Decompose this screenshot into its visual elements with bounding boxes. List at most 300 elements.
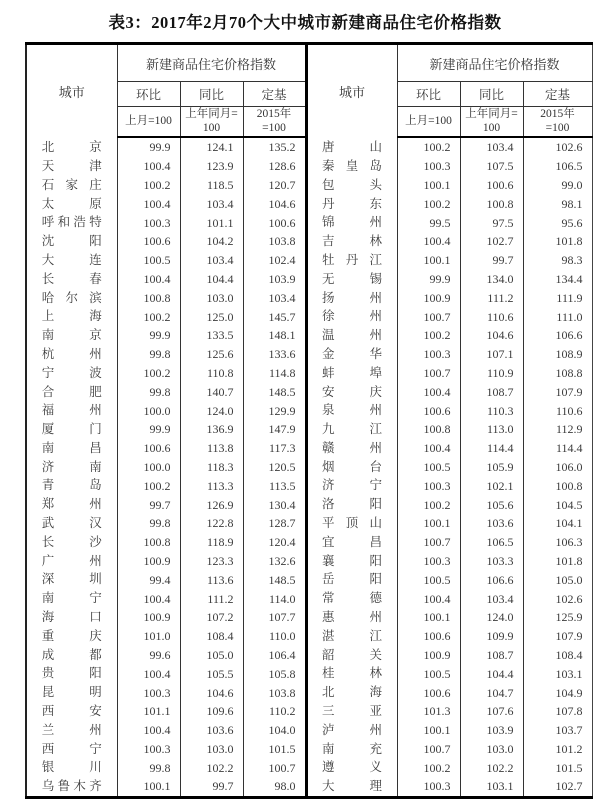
city-cell-left: [26, 176, 117, 195]
city-name: 青岛: [41, 478, 102, 493]
city-cell-left: [26, 382, 117, 401]
mom-cell-right: 100.6: [397, 627, 460, 646]
city-cell-right: [306, 683, 397, 702]
city-cell-left: [26, 758, 117, 777]
fixed-cell-left: 103.9: [243, 270, 306, 289]
yoy-base-line1: 上年同月=: [465, 107, 518, 120]
yoy-cell-right: 103.4: [460, 589, 523, 608]
yoy-cell-right: 108.7: [460, 646, 523, 665]
table-row: [26, 721, 592, 740]
city-cell-left: [26, 288, 117, 307]
header-yoy-base-right: [460, 107, 523, 138]
mom-cell-left: 101.1: [117, 702, 180, 721]
mom-cell-right: 100.4: [397, 382, 460, 401]
city-name: 石家庄: [41, 177, 102, 192]
city-cell-left: [26, 307, 117, 326]
fixed-cell-left: 130.4: [243, 495, 306, 514]
city-cell-left: [26, 458, 117, 477]
city-name: 赣州: [322, 440, 383, 455]
mom-cell-left: 100.3: [117, 213, 180, 232]
table-row: [26, 627, 592, 646]
city-name: 重庆: [41, 628, 102, 643]
city-name: 南宁: [41, 591, 102, 606]
city-cell-left: [26, 608, 117, 627]
header-yoy-base-left: [180, 107, 243, 138]
city-name: 济南: [41, 459, 102, 474]
city-cell-right: [306, 758, 397, 777]
header-city-left: 城市: [26, 44, 117, 138]
mom-cell-left: 99.6: [117, 646, 180, 665]
mom-cell-right: 100.2: [397, 137, 460, 157]
city-cell-left: [26, 439, 117, 458]
mom-cell-right: 100.7: [397, 740, 460, 759]
city-cell-left: [26, 137, 117, 157]
city-cell-right: [306, 664, 397, 683]
mom-cell-left: 99.4: [117, 570, 180, 589]
city-cell-left: [26, 533, 117, 552]
yoy-cell-right: 109.9: [460, 627, 523, 646]
city-cell-right: [306, 157, 397, 176]
mom-cell-right: 100.2: [397, 758, 460, 777]
fixed-cell-right: 104.1: [523, 514, 592, 533]
fixed-cell-left: 100.6: [243, 213, 306, 232]
city-name: 兰州: [41, 722, 102, 737]
mom-cell-left: 100.4: [117, 194, 180, 213]
mom-cell-right: 100.6: [397, 683, 460, 702]
city-cell-left: [26, 420, 117, 439]
yoy-cell-left: 101.1: [180, 213, 243, 232]
yoy-cell-right: 100.8: [460, 194, 523, 213]
city-name: 杭州: [41, 346, 102, 361]
mom-cell-right: 100.1: [397, 251, 460, 270]
fixed-cell-left: 120.4: [243, 533, 306, 552]
city-cell-left: [26, 270, 117, 289]
mom-cell-left: 100.8: [117, 533, 180, 552]
city-cell-left: [26, 683, 117, 702]
table-row: [26, 514, 592, 533]
table-row: [26, 270, 592, 289]
city-name: 南京: [41, 328, 102, 343]
city-name: 长沙: [41, 534, 102, 549]
table-row: [26, 439, 592, 458]
header-mom-base-right: 上月=100: [397, 107, 460, 138]
city-name: 无锡: [322, 271, 383, 286]
fixed-cell-right: 103.7: [523, 721, 592, 740]
city-name: 唐山: [322, 139, 383, 154]
city-cell-right: [306, 232, 397, 251]
mom-cell-right: 100.4: [397, 589, 460, 608]
city-cell-right: [306, 646, 397, 665]
yoy-cell-left: 136.9: [180, 420, 243, 439]
fixed-cell-left: 145.7: [243, 307, 306, 326]
fixed-cell-left: 102.4: [243, 251, 306, 270]
table-row: [26, 232, 592, 251]
fixed-cell-right: 110.6: [523, 401, 592, 420]
city-cell-right: [306, 589, 397, 608]
yoy-cell-right: 104.6: [460, 326, 523, 345]
mom-cell-left: 100.9: [117, 608, 180, 627]
mom-cell-left: 100.2: [117, 176, 180, 195]
city-name: 深圳: [41, 572, 102, 587]
city-name: 宁波: [41, 365, 102, 380]
city-name: 惠州: [322, 610, 383, 625]
yoy-cell-right: 103.3: [460, 552, 523, 571]
mom-cell-left: 100.0: [117, 401, 180, 420]
fixed-cell-right: 100.8: [523, 476, 592, 495]
mom-cell-right: 100.7: [397, 307, 460, 326]
header-group-row: [26, 44, 592, 82]
yoy-cell-right: 103.6: [460, 514, 523, 533]
mom-cell-right: 100.7: [397, 364, 460, 383]
fixed-cell-right: 104.5: [523, 495, 592, 514]
city-cell-right: [306, 137, 397, 157]
city-cell-right: [306, 702, 397, 721]
yoy-cell-left: 105.5: [180, 664, 243, 683]
mom-cell-left: 100.4: [117, 664, 180, 683]
city-cell-left: [26, 514, 117, 533]
city-cell-left: [26, 401, 117, 420]
city-name: 银川: [41, 760, 102, 775]
city-name: 上海: [41, 309, 102, 324]
yoy-cell-left: 125.0: [180, 307, 243, 326]
table-header: [26, 44, 592, 138]
city-name: 哈尔滨: [41, 290, 102, 305]
yoy-cell-right: 105.9: [460, 458, 523, 477]
yoy-cell-right: 104.7: [460, 683, 523, 702]
fixed-cell-right: 101.2: [523, 740, 592, 759]
fixed-cell-right: 99.0: [523, 176, 592, 195]
yoy-cell-left: 113.8: [180, 439, 243, 458]
city-name: 丹东: [322, 196, 383, 211]
table-title: 表3：2017年2月70个大中城市新建商品住宅价格指数: [108, 13, 502, 32]
table-row: [26, 307, 592, 326]
city-cell-left: [26, 552, 117, 571]
fixed-cell-left: 148.5: [243, 382, 306, 401]
mom-cell-left: 100.1: [117, 777, 180, 797]
city-cell-right: [306, 194, 397, 213]
mom-cell-left: 99.9: [117, 326, 180, 345]
yoy-cell-left: 113.3: [180, 476, 243, 495]
yoy-cell-right: 103.1: [460, 777, 523, 797]
fixed-cell-right: 111.0: [523, 307, 592, 326]
mom-cell-left: 100.2: [117, 364, 180, 383]
table-row: [26, 570, 592, 589]
header-fixed-base-right: [523, 107, 592, 138]
fixed-cell-left: 135.2: [243, 137, 306, 157]
fixed-cell-left: 117.3: [243, 439, 306, 458]
city-name: 蚌埠: [322, 365, 383, 380]
mom-cell-right: 99.5: [397, 213, 460, 232]
yoy-cell-right: 105.6: [460, 495, 523, 514]
fixed-cell-left: 113.5: [243, 476, 306, 495]
fixed-cell-right: 103.1: [523, 664, 592, 683]
fixed-cell-left: 101.5: [243, 740, 306, 759]
city-name: 吉林: [322, 234, 383, 249]
yoy-cell-right: 97.5: [460, 213, 523, 232]
city-name: 郑州: [41, 497, 102, 512]
fixed-cell-left: 98.0: [243, 777, 306, 797]
mom-cell-left: 100.4: [117, 157, 180, 176]
city-name: 西宁: [41, 741, 102, 756]
mom-cell-left: 100.5: [117, 251, 180, 270]
table-row: [26, 288, 592, 307]
yoy-cell-right: 107.6: [460, 702, 523, 721]
table-row: [26, 176, 592, 195]
city-cell-right: [306, 627, 397, 646]
yoy-cell-right: 106.5: [460, 533, 523, 552]
fixed-cell-right: 106.5: [523, 157, 592, 176]
fixed-cell-right: 125.9: [523, 608, 592, 627]
city-cell-right: [306, 382, 397, 401]
city-name: 常德: [322, 591, 383, 606]
city-name: 长春: [41, 271, 102, 286]
city-name: 大连: [41, 252, 102, 267]
mom-cell-right: 100.5: [397, 664, 460, 683]
city-name: 福州: [41, 403, 102, 418]
table-row: [26, 137, 592, 157]
yoy-cell-left: 123.9: [180, 157, 243, 176]
mom-cell-left: 100.3: [117, 683, 180, 702]
yoy-base-line2: 100: [202, 121, 221, 134]
yoy-cell-right: 103.9: [460, 721, 523, 740]
city-name: 徐州: [322, 309, 383, 324]
table-row: [26, 326, 592, 345]
fixed-cell-right: 108.8: [523, 364, 592, 383]
city-name: 太原: [41, 196, 102, 211]
city-cell-right: [306, 420, 397, 439]
yoy-cell-right: 111.2: [460, 288, 523, 307]
fixed-cell-left: 128.7: [243, 514, 306, 533]
city-name: 南昌: [41, 440, 102, 455]
yoy-cell-left: 110.8: [180, 364, 243, 383]
table-row: [26, 646, 592, 665]
table-row: [26, 683, 592, 702]
header-fixed-right: 定基: [523, 82, 592, 107]
city-cell-left: [26, 721, 117, 740]
table-row: [26, 345, 592, 364]
city-name: 成都: [41, 647, 102, 662]
fixed-cell-left: 129.9: [243, 401, 306, 420]
yoy-cell-left: 140.7: [180, 382, 243, 401]
city-name: 北京: [41, 139, 102, 154]
yoy-cell-right: 103.0: [460, 740, 523, 759]
yoy-cell-left: 118.5: [180, 176, 243, 195]
mom-cell-right: 100.5: [397, 570, 460, 589]
city-cell-left: [26, 251, 117, 270]
fixed-cell-right: 112.9: [523, 420, 592, 439]
city-cell-left: [26, 702, 117, 721]
table-row: [26, 364, 592, 383]
mom-cell-left: 99.9: [117, 420, 180, 439]
city-name: 泉州: [322, 403, 383, 418]
city-name: 南充: [322, 741, 383, 756]
yoy-cell-right: 107.1: [460, 345, 523, 364]
mom-cell-right: 100.2: [397, 495, 460, 514]
fixed-base-line1: 2015年: [540, 107, 575, 120]
city-cell-right: [306, 364, 397, 383]
city-cell-left: [26, 194, 117, 213]
yoy-cell-left: 125.6: [180, 345, 243, 364]
yoy-cell-right: 102.1: [460, 476, 523, 495]
fixed-base-line2: =100: [545, 121, 570, 134]
city-cell-right: [306, 307, 397, 326]
city-name: 贵阳: [41, 666, 102, 681]
mom-cell-right: 100.4: [397, 439, 460, 458]
mom-cell-right: 100.1: [397, 176, 460, 195]
mom-cell-right: 100.8: [397, 420, 460, 439]
city-cell-right: [306, 552, 397, 571]
mom-cell-left: 101.0: [117, 627, 180, 646]
fixed-cell-left: 114.0: [243, 589, 306, 608]
mom-cell-left: 100.9: [117, 552, 180, 571]
yoy-cell-left: 113.6: [180, 570, 243, 589]
fixed-cell-right: 134.4: [523, 270, 592, 289]
city-name: 安庆: [322, 384, 383, 399]
fixed-cell-right: 111.9: [523, 288, 592, 307]
mom-cell-right: 101.3: [397, 702, 460, 721]
table-row: [26, 608, 592, 627]
yoy-cell-right: 114.4: [460, 439, 523, 458]
city-name: 昆明: [41, 685, 102, 700]
table-row: [26, 533, 592, 552]
city-name: 包头: [322, 177, 383, 192]
table-row: [26, 458, 592, 477]
fixed-cell-left: 133.6: [243, 345, 306, 364]
city-name: 广州: [41, 553, 102, 568]
city-cell-right: [306, 476, 397, 495]
fixed-cell-left: 148.5: [243, 570, 306, 589]
city-cell-right: [306, 570, 397, 589]
yoy-cell-right: 134.0: [460, 270, 523, 289]
fixed-cell-right: 102.6: [523, 589, 592, 608]
city-cell-right: [306, 251, 397, 270]
city-name: 济宁: [322, 478, 383, 493]
header-mom-right: 环比: [397, 82, 460, 107]
yoy-cell-left: 108.4: [180, 627, 243, 646]
yoy-cell-left: 124.0: [180, 401, 243, 420]
city-cell-left: [26, 157, 117, 176]
fixed-cell-left: 120.7: [243, 176, 306, 195]
table-row: [26, 251, 592, 270]
header-yoy-left: 同比: [180, 82, 243, 107]
city-name: 岳阳: [322, 572, 383, 587]
fixed-cell-left: 128.6: [243, 157, 306, 176]
city-cell-right: [306, 458, 397, 477]
mom-cell-left: 100.8: [117, 288, 180, 307]
city-name: 烟台: [322, 459, 383, 474]
fixed-cell-right: 98.1: [523, 194, 592, 213]
table-row: [26, 495, 592, 514]
fixed-cell-right: 104.9: [523, 683, 592, 702]
city-cell-right: [306, 514, 397, 533]
table-row: [26, 382, 592, 401]
city-cell-left: [26, 646, 117, 665]
city-cell-right: [306, 270, 397, 289]
yoy-cell-left: 111.2: [180, 589, 243, 608]
yoy-cell-right: 110.6: [460, 307, 523, 326]
table-row: [26, 157, 592, 176]
yoy-cell-right: 106.6: [460, 570, 523, 589]
fixed-cell-left: 148.1: [243, 326, 306, 345]
city-cell-right: [306, 495, 397, 514]
yoy-cell-left: 118.9: [180, 533, 243, 552]
yoy-cell-left: 102.2: [180, 758, 243, 777]
mom-cell-left: 100.6: [117, 232, 180, 251]
yoy-cell-left: 103.4: [180, 251, 243, 270]
city-cell-right: [306, 439, 397, 458]
yoy-cell-left: 103.6: [180, 721, 243, 740]
yoy-cell-left: 103.0: [180, 288, 243, 307]
city-cell-left: [26, 326, 117, 345]
mom-cell-right: 100.4: [397, 232, 460, 251]
city-name: 武汉: [41, 516, 102, 531]
mom-cell-right: 99.9: [397, 270, 460, 289]
mom-cell-right: 100.3: [397, 777, 460, 797]
fixed-cell-right: 101.8: [523, 232, 592, 251]
table-row: [26, 664, 592, 683]
city-name: 九江: [322, 422, 383, 437]
fixed-cell-right: 102.7: [523, 777, 592, 797]
yoy-cell-left: 107.2: [180, 608, 243, 627]
yoy-base-line1: 上年同月=: [185, 107, 238, 120]
city-name: 秦皇岛: [322, 158, 383, 173]
mom-cell-right: 100.6: [397, 401, 460, 420]
city-name: 襄阳: [322, 553, 383, 568]
mom-cell-right: 100.3: [397, 476, 460, 495]
city-name: 遵义: [322, 760, 383, 775]
city-cell-right: [306, 288, 397, 307]
yoy-cell-left: 122.8: [180, 514, 243, 533]
city-name: 泸州: [322, 722, 383, 737]
yoy-cell-right: 104.4: [460, 664, 523, 683]
yoy-cell-left: 126.9: [180, 495, 243, 514]
city-cell-right: [306, 326, 397, 345]
mom-cell-right: 100.1: [397, 514, 460, 533]
city-name: 扬州: [322, 290, 383, 305]
table-row: [26, 476, 592, 495]
mom-cell-left: 100.2: [117, 476, 180, 495]
city-name: 西安: [41, 704, 102, 719]
yoy-cell-left: 123.3: [180, 552, 243, 571]
mom-cell-left: 99.8: [117, 514, 180, 533]
mom-cell-right: 100.3: [397, 345, 460, 364]
city-name: 厦门: [41, 422, 102, 437]
header-index-group-left: 新建商品住宅价格指数: [117, 44, 306, 82]
fixed-cell-right: 106.3: [523, 533, 592, 552]
header-index-group-right: 新建商品住宅价格指数: [397, 44, 592, 82]
yoy-cell-right: 110.3: [460, 401, 523, 420]
fixed-cell-right: 95.6: [523, 213, 592, 232]
fixed-cell-right: 98.3: [523, 251, 592, 270]
mom-cell-left: 99.7: [117, 495, 180, 514]
city-name: 锦州: [322, 215, 383, 230]
city-name: 桂林: [322, 666, 383, 681]
city-name: 乌鲁木齐: [41, 779, 102, 794]
mom-cell-right: 100.2: [397, 194, 460, 213]
fixed-cell-left: 110.2: [243, 702, 306, 721]
city-name: 平顶山: [322, 516, 383, 531]
mom-cell-left: 100.3: [117, 740, 180, 759]
yoy-cell-left: 124.1: [180, 137, 243, 157]
table-row: [26, 777, 592, 797]
fixed-cell-left: 106.4: [243, 646, 306, 665]
yoy-cell-right: 103.4: [460, 137, 523, 157]
yoy-cell-left: 103.0: [180, 740, 243, 759]
fixed-cell-right: 107.8: [523, 702, 592, 721]
yoy-cell-right: 108.7: [460, 382, 523, 401]
yoy-cell-right: 102.7: [460, 232, 523, 251]
fixed-cell-left: 103.8: [243, 683, 306, 702]
